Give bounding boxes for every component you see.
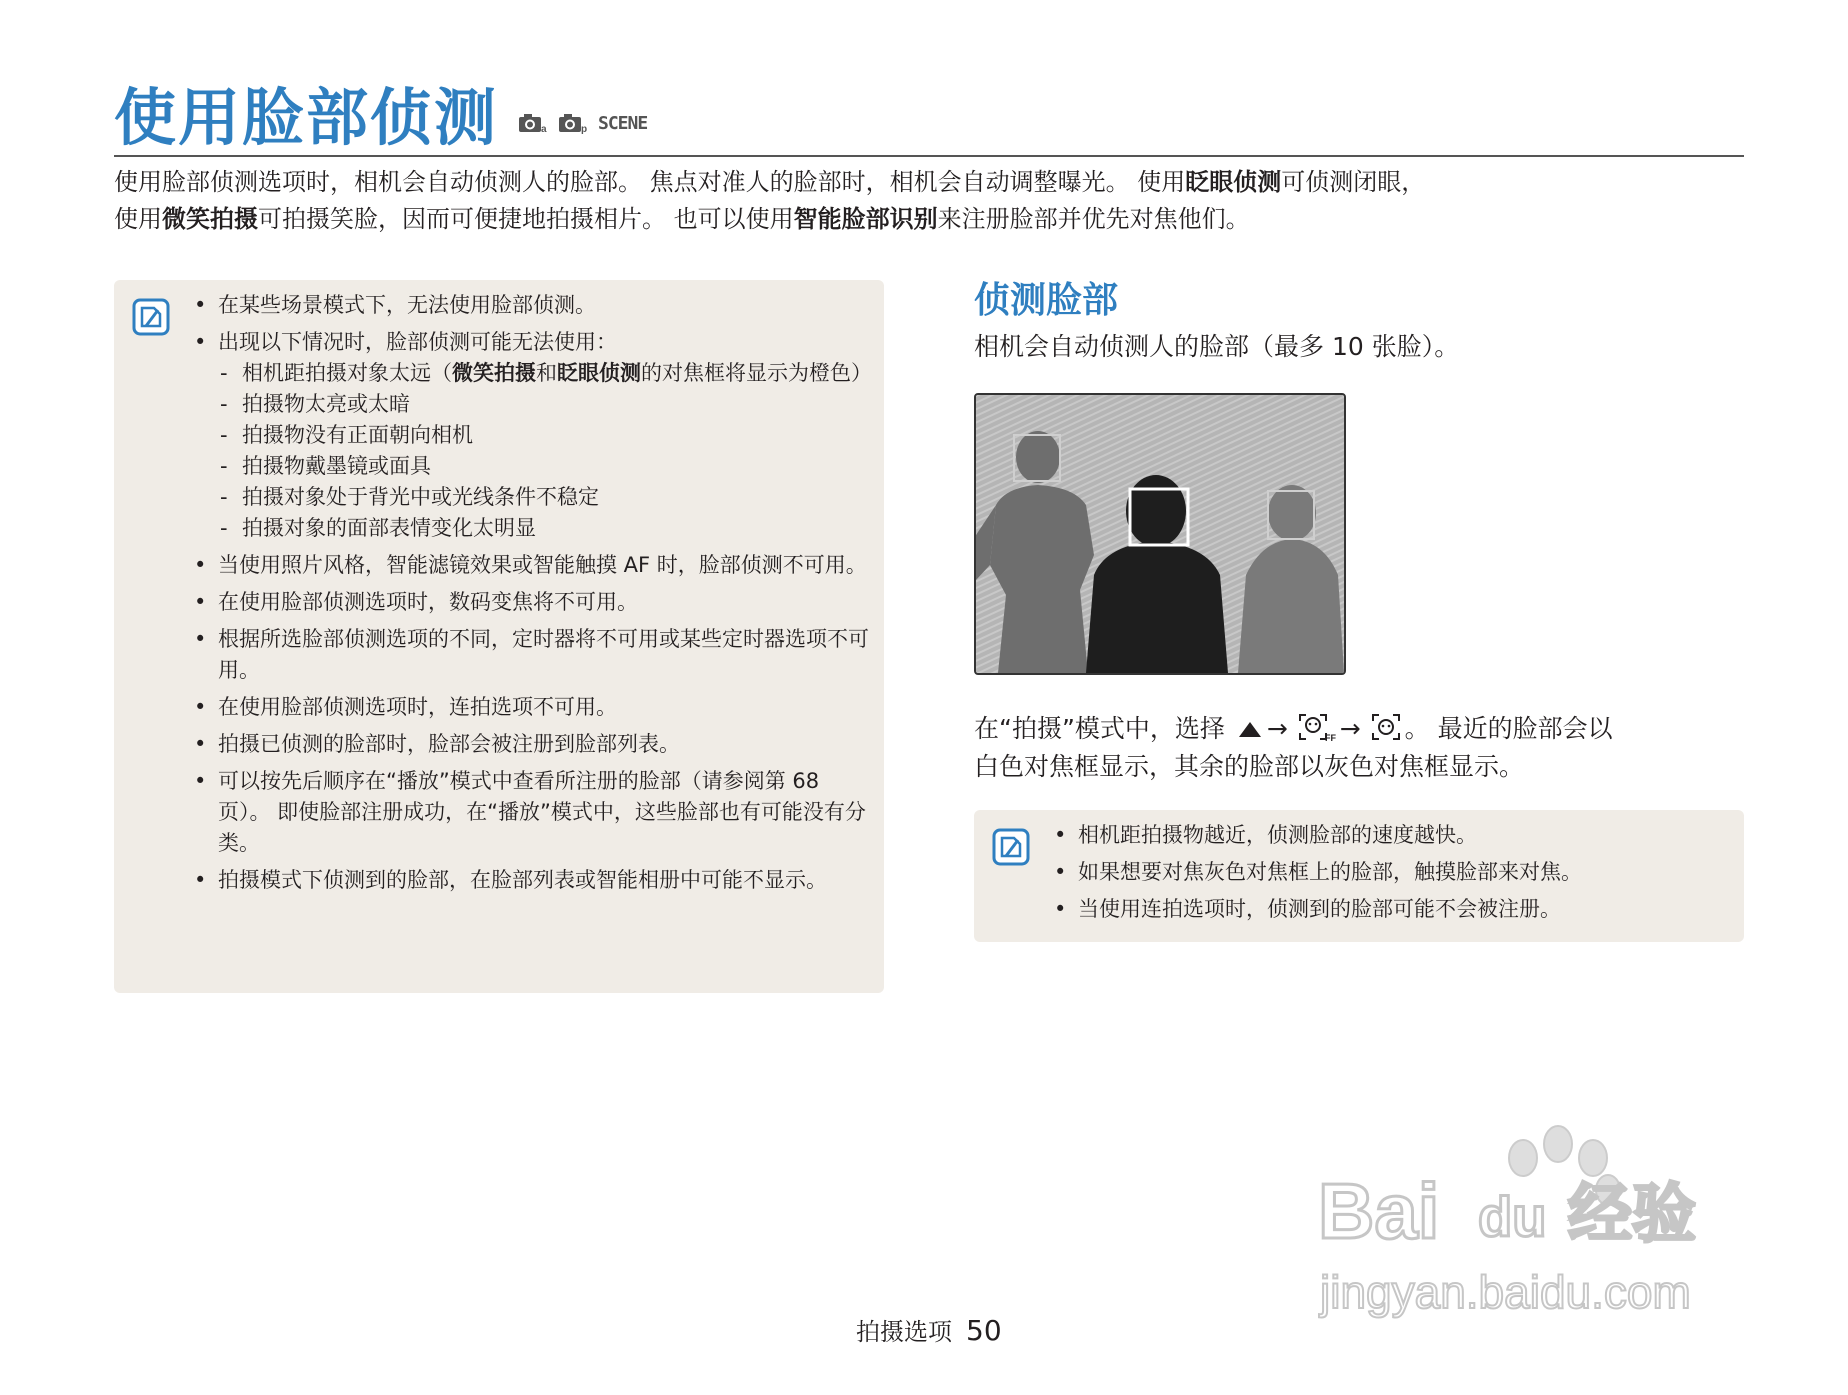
note-item: • 可以按先后顺序在“播放”模式中查看所注册的脸部（请参阅第 68 页）。 即使脸部注册成功，在“播放”模式中，这些脸部也有可能没有分类。: [192, 766, 872, 859]
note-item: • 在使用脸部侦测选项时，连拍选项不可用。: [192, 692, 872, 723]
intro-text: 使用: [114, 205, 162, 233]
svg-text:a: a: [541, 124, 547, 134]
note-box-right: [974, 810, 1744, 942]
note-subitem: [218, 358, 872, 389]
arrow-glyph: →: [1266, 714, 1288, 743]
note-item: • 根据所选脸部侦测选项的不同，定时器将不可用或某些定时器选项不可用。: [192, 624, 872, 686]
face-detection-icon: [1371, 713, 1403, 743]
instr-text: 。 最近的脸部会以: [1404, 714, 1613, 743]
note-list-left: [192, 290, 872, 902]
baidu-logo: [1318, 1118, 1758, 1338]
baidu-watermark: [1318, 1118, 1758, 1342]
note-item: • 如果想要对焦灰色对焦框上的脸部，触摸脸部来对焦。: [1052, 857, 1732, 888]
camera-program-icon: [558, 112, 588, 134]
intro-bold: 眨眼侦测: [1185, 168, 1282, 196]
sub-bold: 眨眼侦测: [557, 361, 641, 385]
note-subitem: - 拍摄物太亮或太暗: [218, 389, 872, 420]
page-number: 50: [966, 1314, 1002, 1347]
intro-text: 可侦测闭眼，: [1281, 168, 1426, 196]
note-item: • 拍摄模式下侦测到的脸部，在脸部列表或智能相册中可能不显示。: [192, 865, 872, 896]
intro-bold: 微笑拍摄: [162, 205, 258, 233]
instr-text: 在“拍摄”模式中，选择: [974, 714, 1225, 743]
intro-text: 来注册脸部并优先对焦他们。: [937, 205, 1250, 233]
note-item-text: 出现以下情况时，脸部侦测可能无法使用：: [218, 330, 617, 354]
intro-paragraph: [114, 164, 1754, 238]
watermark-cn: 经验: [1568, 1178, 1696, 1252]
note-subitem: - 拍摄对象处于背光中或光线条件不稳定: [218, 482, 872, 513]
mode-icons: [518, 108, 647, 138]
intro-text: 使用脸部侦测选项时，相机会自动侦测人的脸部。 焦点对准人的脸部时，相机会自动调整曝光。 使用: [114, 168, 1186, 196]
note-item: • 在某些场景模式下，无法使用脸部侦测。: [192, 290, 872, 321]
section-title: 侦测脸部: [974, 280, 1119, 321]
note-box-left: [114, 280, 884, 993]
section-description: 相机会自动侦测人的脸部（最多 10 张脸）。: [974, 332, 1460, 361]
scene-icon: SCENE: [598, 112, 648, 134]
svg-text:FF: FF: [1324, 733, 1336, 743]
sub-text: 和: [536, 361, 557, 385]
page-title: 使用脸部侦测: [114, 81, 499, 154]
page-footer: [856, 1312, 1002, 1347]
camera-auto-icon: [518, 112, 548, 134]
face-detection-off-icon: [1298, 713, 1338, 743]
svg-text:p: p: [581, 124, 588, 134]
note-subitem: - 拍摄物戴墨镜或面具: [218, 451, 872, 482]
note-icon: [132, 298, 170, 336]
silhouettes-illustration: [976, 395, 1344, 673]
note-icon: [992, 828, 1030, 866]
note-item: • 相机距拍摄物越近，侦测脸部的速度越快。: [1052, 820, 1732, 851]
note-list-right: [1052, 820, 1732, 931]
sub-text: 相机距拍摄对象太远（: [242, 361, 452, 385]
watermark-brand: Bai: [1318, 1167, 1440, 1255]
note-subitem: - 拍摄对象的面部表情变化太明显: [218, 513, 872, 544]
face-detection-photo: [974, 393, 1346, 675]
arrow-glyph: →: [1339, 714, 1361, 743]
instruction-paragraph: [974, 710, 1754, 786]
sub-text: 的对焦框将显示为橙色）: [641, 361, 872, 385]
note-item: • 当使用照片风格，智能滤镜效果或智能触摸 AF 时，脸部侦测不可用。: [192, 550, 872, 581]
sub-bold: 微笑拍摄: [452, 361, 536, 385]
note-subitem: - 拍摄物没有正面朝向相机: [218, 420, 872, 451]
footer-label: 拍摄选项: [856, 1318, 952, 1346]
note-item: [192, 327, 872, 544]
note-item: • 当使用连拍选项时，侦测到的脸部可能不会被注册。: [1052, 894, 1732, 925]
title-divider: [114, 155, 1744, 157]
note-item: • 拍摄已侦测的脸部时，脸部会被注册到脸部列表。: [192, 729, 872, 760]
menu-triangle-icon: [1237, 719, 1263, 739]
watermark-brand2: du: [1478, 1185, 1547, 1248]
watermark-url: jingyan.baidu.com: [1320, 1266, 1691, 1318]
instr-text: 白色对焦框显示，其余的脸部以灰色对焦框显示。: [974, 752, 1525, 781]
note-sublist: [218, 358, 872, 544]
intro-bold: 智能脸部识别: [793, 205, 938, 233]
note-item: • 在使用脸部侦测选项时，数码变焦将不可用。: [192, 587, 872, 618]
intro-text: 可拍摄笑脸，因而可便捷地拍摄相片。 也可以使用: [258, 205, 794, 233]
